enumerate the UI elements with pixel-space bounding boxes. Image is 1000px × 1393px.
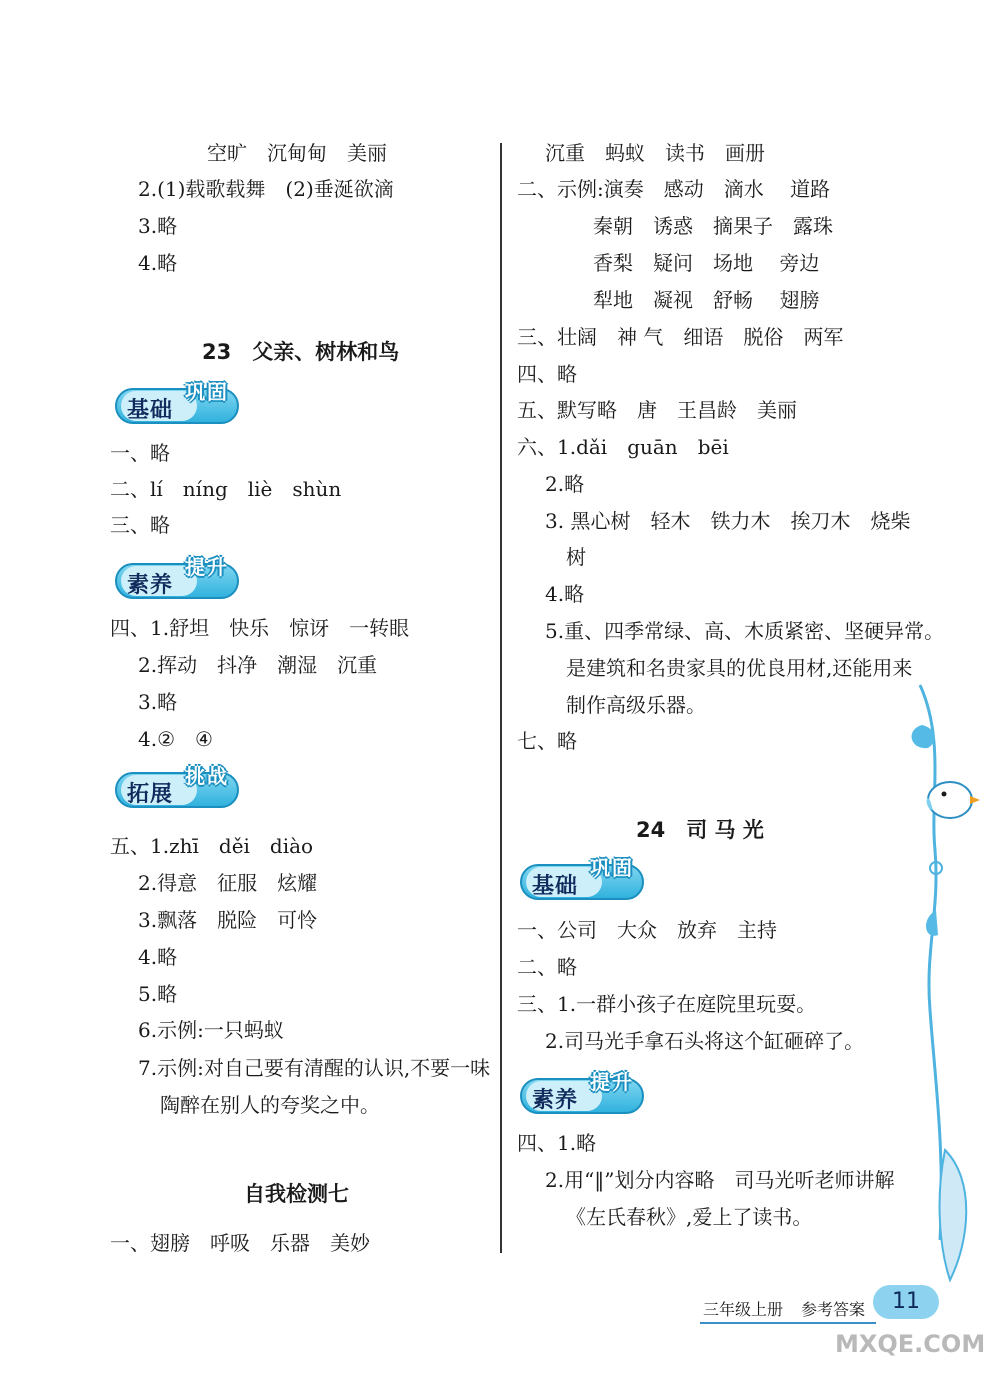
answer-line: 2.得意 征服 炫耀: [138, 871, 318, 895]
badge-sublabel: 挑战: [185, 764, 229, 788]
vine-decoration: [900, 680, 1000, 1320]
answer-line: 四、1.舒坦 快乐 惊讶 一转眼: [110, 616, 410, 640]
answer-line: 三、略: [110, 513, 170, 537]
badge-label: 基础: [532, 874, 579, 899]
answer-line: 六、1.dǎi guān bēi: [517, 435, 729, 459]
section-badge-basic: [115, 382, 245, 426]
answer-line: 三、壮阔 神 气 细语 脱俗 两军: [517, 325, 844, 349]
section-badge-basic: [520, 858, 650, 902]
section-badge-improve: [520, 1072, 650, 1116]
answer-line: 一、翅膀 呼吸 乐器 美妙: [110, 1231, 370, 1255]
footer-answers: 参考答案: [801, 1300, 866, 1319]
answer-line: 5.略: [138, 982, 178, 1006]
answer-line: 一、公司 大众 放弃 主持: [517, 918, 777, 942]
section-badge-improve: [115, 557, 245, 601]
answer-line: 4.略: [138, 945, 178, 969]
badge-label: 拓展: [127, 782, 174, 807]
answer-line: 3. 黑心树 轻木 铁力木 挨刀木 烧柴: [545, 509, 911, 533]
badge-label: 素养: [532, 1088, 579, 1113]
badge-sublabel: 巩固: [185, 380, 229, 404]
answer-line: 3.飘落 脱险 可怜: [138, 908, 318, 932]
badge-sublabel: 提升: [590, 1070, 634, 1094]
answer-line: 4.略: [138, 251, 178, 275]
answer-line: 3.略: [138, 214, 178, 238]
answer-line: 4.略: [545, 582, 585, 606]
answer-line: 3.略: [138, 690, 178, 714]
answer-line: 2.司马光手拿石头将这个缸砸碎了。: [545, 1029, 865, 1053]
footer-grade: 三年级上册: [703, 1300, 784, 1319]
answer-line: 二、示例:演奏 感动 滴水 道路: [517, 177, 831, 201]
answer-line: 四、略: [517, 362, 577, 386]
answer-line: 三、1.一群小孩子在庭院里玩耍。: [517, 992, 817, 1016]
answer-line: 4.② ④: [138, 727, 213, 751]
answer-line: 5.重、四季常绿、高、木质紧密、坚硬异常。: [545, 619, 945, 643]
answer-line: 2.用“‖”划分内容略 司马光听老师讲解: [545, 1168, 895, 1192]
answer-line: 沉重 蚂蚁 读书 画册: [545, 141, 765, 165]
watermark: MXQE.COM: [835, 1330, 986, 1358]
answer-line: 2.(1)载歌载舞 (2)垂涎欲滴: [138, 177, 394, 201]
answer-line: 一、略: [110, 441, 170, 465]
answer-line: 2.挥动 抖净 潮湿 沉重: [138, 653, 378, 677]
answer-line: 二、略: [517, 955, 577, 979]
answer-line: 七、略: [517, 729, 577, 753]
column-divider: [500, 143, 502, 1253]
answer-line: 秦朝 诱惑 摘果子 露珠: [593, 214, 833, 238]
answer-line: 香梨 疑问 场地 旁边: [593, 251, 820, 275]
self-test-title: 自我检测七: [244, 1182, 349, 1206]
answer-line: 五、1.zhī děi diào: [110, 834, 314, 858]
leaf-icon: [926, 910, 938, 936]
lesson-title-23: 23 父亲、树林和鸟: [202, 340, 400, 364]
answer-line: 制作高级乐器。: [566, 693, 706, 717]
lesson-title-24: 24 司 马 光: [636, 818, 764, 842]
answer-line: 树: [566, 545, 586, 569]
section-badge-challenge: [115, 766, 245, 810]
leaf-icon: [940, 1150, 967, 1280]
bird-icon: [927, 782, 980, 818]
answer-line: 《左氏春秋》,爱上了读书。: [566, 1205, 813, 1229]
badge-sublabel: 提升: [185, 555, 229, 579]
answer-line: 7.示例:对自己要有清醒的认识,不要一味: [138, 1056, 491, 1080]
answer-line: 五、默写略 唐 王昌龄 美丽: [517, 398, 797, 422]
footer-rule: [700, 1322, 876, 1324]
badge-label: 基础: [127, 398, 174, 423]
page-number: 11: [873, 1285, 939, 1319]
answer-line: 6.示例:一只蚂蚁: [138, 1018, 284, 1042]
answer-line: 是建筑和名贵家具的优良用材,还能用来: [566, 656, 913, 680]
answer-line: 空旷 沉甸甸 美丽: [207, 141, 387, 165]
answer-line: 四、1.略: [517, 1131, 597, 1155]
answer-line: 二、lí níng liè shùn: [110, 477, 342, 501]
answer-line: 犁地 凝视 舒畅 翅膀: [593, 288, 820, 312]
badge-label: 素养: [127, 573, 174, 598]
answer-line: 陶醉在别人的夸奖之中。: [160, 1093, 380, 1117]
badge-sublabel: 巩固: [590, 856, 634, 880]
answer-line: 2.略: [545, 472, 585, 496]
